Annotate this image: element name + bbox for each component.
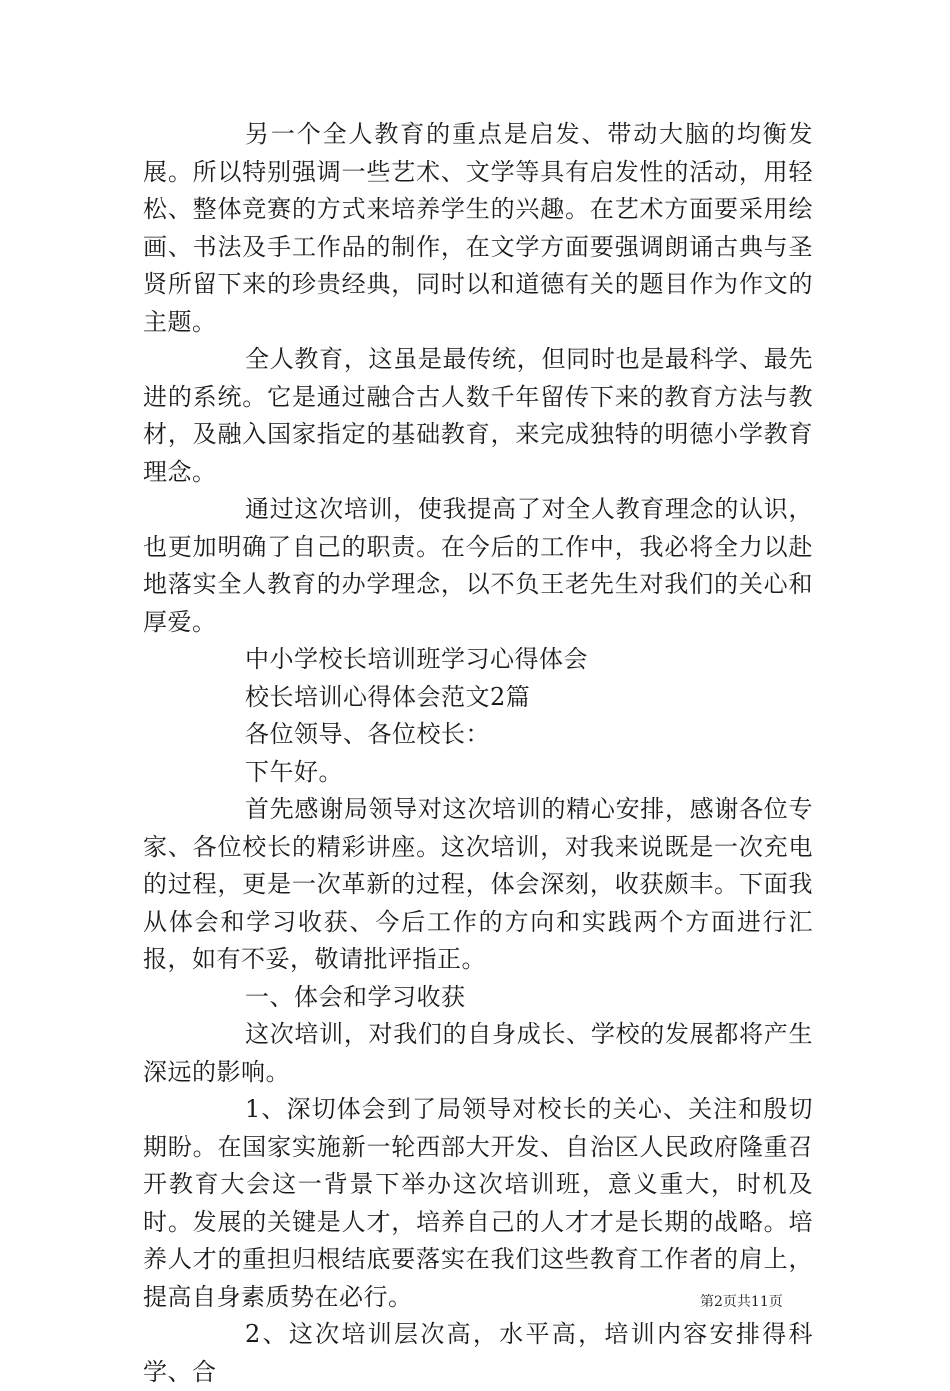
paragraph-thanks: 首先感谢局领导对这次培训的精心安排，感谢各位专家、各位校长的精彩讲座。这次培训，对我来说既是一次充电的过程，更是一次革新的过程，体会深刻，收获颇丰。下面我从体会和学习收获、今后工作的方向和实践两个方面进行汇报，如有不妥，敬请批评指正。 <box>143 795 813 973</box>
subheading-gains: 一、体会和学习收获 <box>245 982 466 1011</box>
section-title: 中小学校长培训班学习心得体会 <box>245 645 588 673</box>
paragraph-whole-person-focus: 另一个全人教育的重点是启发、带动大脑的均衡发展。所以特别强调一些艺术、文学等具有启发性的活动，用轻松、整体竞赛的方式来培养学生的兴趣。在艺术方面要采用绘画、书法及手工作品的制作，在文学方面要强调朗诵古典与圣贤所留下来的珍贵经典，同时以和道德有关的题目作为作文的主题。 <box>143 120 813 336</box>
salutation: 各位领导、各位校长： <box>245 720 490 748</box>
article-title: 校长培训心得体会范文2篇 <box>245 682 531 711</box>
paragraph-training-reflection: 通过这次培训，使我提高了对全人教育理念的认识，也更加明确了自己的职责。在今后的工作中，我必将全力以赴地落实全人教育的办学理念，以不负王老先生对我们的关心和厚爱。 <box>143 495 813 636</box>
document-body <box>143 116 813 1391</box>
paragraph-whole-person-system: 全人教育，这虽是最传统，但同时也是最科学、最先进的系统。它是通过融合古人数千年留传下来的教育方法与教材，及融入国家指定的基础教育，来完成独特的明德小学教育理念。 <box>143 345 813 486</box>
greeting: 下午好。 <box>245 757 343 786</box>
paragraph-impact: 这次培训，对我们的自身成长、学校的发展都将产生深远的影响。 <box>143 1020 813 1086</box>
page-number: 第2页共11页 <box>700 1294 783 1310</box>
paragraph-point-2: 2、这次培训层次高，水平高，培训内容安排得科学、合 <box>143 1320 813 1386</box>
paragraph-point-1: 1、深切体会到了局领导对校长的关心、关注和殷切期盼。在国家实施新一轮西部大开发、自治区人民政府隆重召开教育大会这一背景下举办这次培训班，意义重大，时机及时。发展的关键是人才，培养自己的人才才是长期的战略。培养人才的重担归根结底要落实在我们这些教育工作者的肩上，提高自身素质势在必行。 <box>143 1095 813 1311</box>
